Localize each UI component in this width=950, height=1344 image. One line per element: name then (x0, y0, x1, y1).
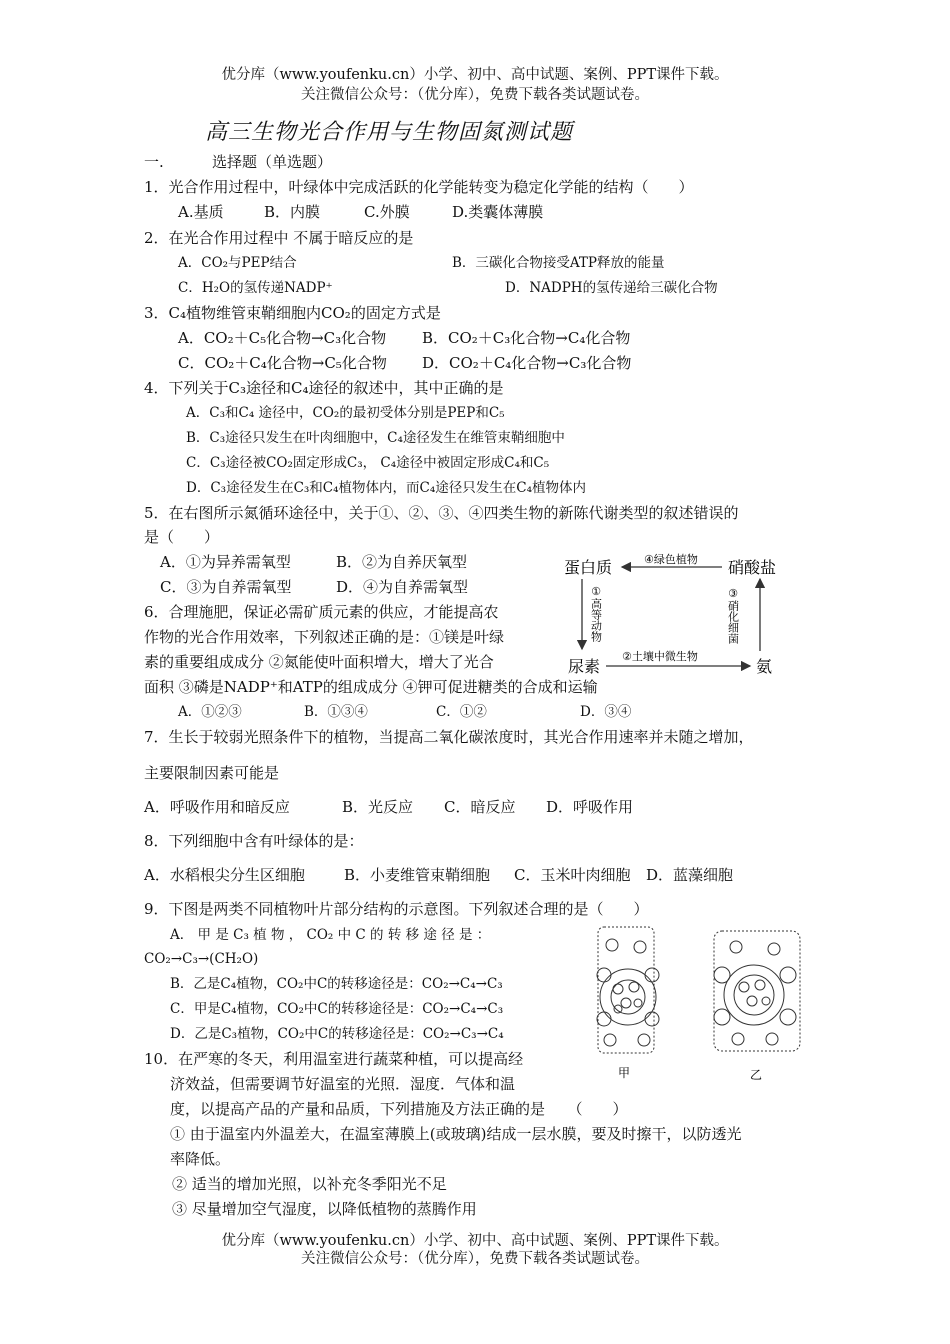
q5-option-a: A．①为异养需氧型 (160, 553, 291, 571)
q4-option-c: C．C₃途径被CO₂固定形成C₃， C₄途径中被固定形成C₄和C₅ (186, 455, 550, 471)
q8-option-a: A．水稻根尖分生区细胞 (144, 866, 305, 884)
q6-line-1: 6．合理施肥，保证必需矿质元素的供应，才能提高农 (144, 603, 499, 621)
q2-option-b: B．三碳化合物接受ATP释放的能量 (452, 255, 665, 271)
q5-option-c: C．③为自养需氧型 (160, 578, 292, 596)
node-protein: 蛋白质 (564, 558, 613, 577)
q7-option-d: D．呼吸作用 (546, 798, 634, 816)
q9-stem: 9．下图是两类不同植物叶片部分结构的示意图。下列叙述合理的是（ ） (144, 900, 649, 918)
q6-option-a: A．①②③ (178, 704, 242, 720)
footer-line-1: 优分库（www.youfenku.cn）小学、初中、高中试题、案例、PPT课件下载。 (221, 1233, 729, 1249)
q10-line-2: 济效益，但需要调节好温室的光照．湿度．气体和温 (170, 1075, 516, 1093)
q10-line-3: 度，以提高产品的产量和品质，下列措施及方法正确的是 （ ） (170, 1100, 628, 1118)
q4-option-b: B．C₃途径只发生在叶肉细胞中，C₄途径发生在维管束鞘细胞中 (186, 430, 565, 446)
nitrogen-cycle-diagram (560, 545, 800, 680)
q10-option-1-line-2: 率降低。 (170, 1150, 231, 1168)
q4-option-d: D．C₃途径发生在C₃和C₄植物体内，而C₄途径只发生在C₄植物体内 (186, 480, 587, 496)
section-label: 选择题（单选题） (212, 153, 333, 171)
q1-option-c: C.外膜 (364, 203, 410, 221)
q9-option-a-line-2: CO₂→C₃→(CH₂O) (144, 951, 259, 967)
q9-option-d: D．乙是C₃植物，CO₂中C的转移途径是：CO₂→C₃→C₄ (170, 1026, 504, 1042)
q6-line-2: 作物的光合作用效率，下列叙述正确的是：①镁是叶绿 (144, 628, 505, 646)
q6-option-c: C．①② (436, 704, 487, 720)
q9-option-c: C．甲是C₄植物，CO₂中C的转移途径是：CO₂→C₄→C₃ (170, 1001, 504, 1017)
section-number: 一. (144, 153, 164, 171)
q5-option-b: B．②为自养厌氧型 (336, 553, 468, 571)
q8-stem: 8．下列细胞中含有叶绿体的是： (144, 832, 364, 850)
footer-line-2: 关注微信公众号：（优分库），免费下载各类试题试卷。 (301, 1251, 649, 1267)
leaf-jia-drawing (597, 927, 659, 1053)
label-higher-animals: ①高等动物 (589, 585, 603, 642)
q7-option-c: C．暗反应 (444, 798, 516, 816)
q3-option-d: D．CO₂＋C₄化合物→C₃化合物 (422, 354, 632, 372)
q5-stem-2: 是（ ） (144, 528, 220, 546)
q5-stem-1: 5．在右图所示氮循环途径中，关于①、②、③、④四类生物的新陈代谢类型的叙述错误的 (144, 504, 739, 522)
q3-option-b: B．CO₂＋C₃化合物→C₄化合物 (422, 329, 631, 347)
q4-stem: 4．下列关于C₃途径和C₄途径的叙述中，其中正确的是 (144, 379, 504, 397)
label-yi: 乙 (750, 1068, 763, 1082)
leaf-structure-figure (588, 925, 818, 1085)
q5-option-d: D．④为自养需氧型 (336, 578, 469, 596)
header-line-2: 关注微信公众号：（优分库），免费下载各类试题试卷。 (301, 87, 649, 103)
q9-option-a-line-1: A． 甲 是 C₃ 植 物 ， CO₂ 中 C 的 转 移 途 径 是 ： (170, 927, 491, 943)
q8-option-b: B．小麦维管束鞘细胞 (344, 866, 491, 884)
q1-option-b: B．内膜 (264, 203, 321, 221)
q7-line-1: 7．生长于较弱光照条件下的植物，当提高二氧化碳浓度时，其光合作用速率并未随之增加， (144, 728, 754, 746)
q1-stem: 1．光合作用过程中，叶绿体中完成活跃的化学能转变为稳定化学能的结构（ ） (144, 178, 694, 196)
q2-option-c: C．H₂O的氢传递NADP⁺ (178, 280, 333, 296)
node-ammonia: 氨 (756, 657, 773, 676)
q7-line-2: 主要限制因素可能是 (144, 764, 280, 782)
q6-option-b: B．①③④ (304, 704, 368, 720)
q6-line-3: 素的重要组成成分 ②氮能使叶面积增大，增大了光合 (144, 653, 494, 671)
q1-option-a: A.基质 (178, 203, 224, 221)
q4-option-a: A．C₃和C₄ 途径中，CO₂的最初受体分别是PEP和C₅ (186, 405, 505, 421)
q3-option-c: C．CO₂＋C₄化合物→C₅化合物 (178, 354, 387, 372)
label-soil-microbes: ②土壤中微生物 (622, 650, 698, 663)
q2-stem: 2．在光合作用过程中 不属于暗反应的是 (144, 229, 414, 247)
q8-option-c: C．玉米叶肉细胞 (514, 866, 631, 884)
q10-option-3: ③ 尽量增加空气湿度，以降低植物的蒸腾作用 (172, 1200, 477, 1218)
label-green-plants: ④绿色植物 (644, 553, 698, 566)
q1-option-d: D.类囊体薄膜 (452, 203, 544, 221)
q2-option-d: D．NADPH的氢传递给三碳化合物 (505, 280, 718, 296)
q2-option-a: A．CO₂与PEP结合 (178, 255, 297, 271)
node-urea: 尿素 (568, 657, 601, 676)
label-jia: 甲 (618, 1066, 631, 1080)
page-title: 高三生物光合作用与生物固氮测试题 (205, 120, 574, 145)
q9-option-b: B．乙是C₄植物，CO₂中C的转移途径是：CO₂→C₄→C₃ (170, 976, 503, 992)
node-nitrate: 硝酸盐 (728, 558, 777, 577)
q3-option-a: A．CO₂＋C₅化合物→C₃化合物 (178, 329, 387, 347)
q6-option-d: D．③④ (580, 704, 632, 720)
header-line-1: 优分库（www.youfenku.cn）小学、初中、高中试题、案例、PPT课件下载。 (221, 67, 729, 83)
q10-line-1: 10．在严寒的冬天，利用温室进行蔬菜种植，可以提高经 (144, 1050, 524, 1068)
q7-option-b: B．光反应 (342, 798, 414, 816)
q7-option-a: A．呼吸作用和暗反应 (144, 798, 290, 816)
leaf-yi-drawing (714, 931, 800, 1051)
q10-option-2: ② 适当的增加光照，以补充冬季阳光不足 (172, 1175, 447, 1193)
q3-stem: 3．C₄植物维管束鞘细胞内CO₂的固定方式是 (144, 304, 441, 322)
label-nitrifying: ③硝化细菌 (726, 587, 740, 644)
q6-line-4: 面积 ③磷是NADP⁺和ATP的组成成分 ④钾可促进糖类的合成和运输 (144, 678, 598, 696)
q10-option-1-line-1: ① 由于温室内外温差大，在温室薄膜上(或玻璃)结成一层水膜，要及时擦干，以防透光 (170, 1125, 742, 1143)
q8-option-d: D．蓝藻细胞 (646, 866, 734, 884)
